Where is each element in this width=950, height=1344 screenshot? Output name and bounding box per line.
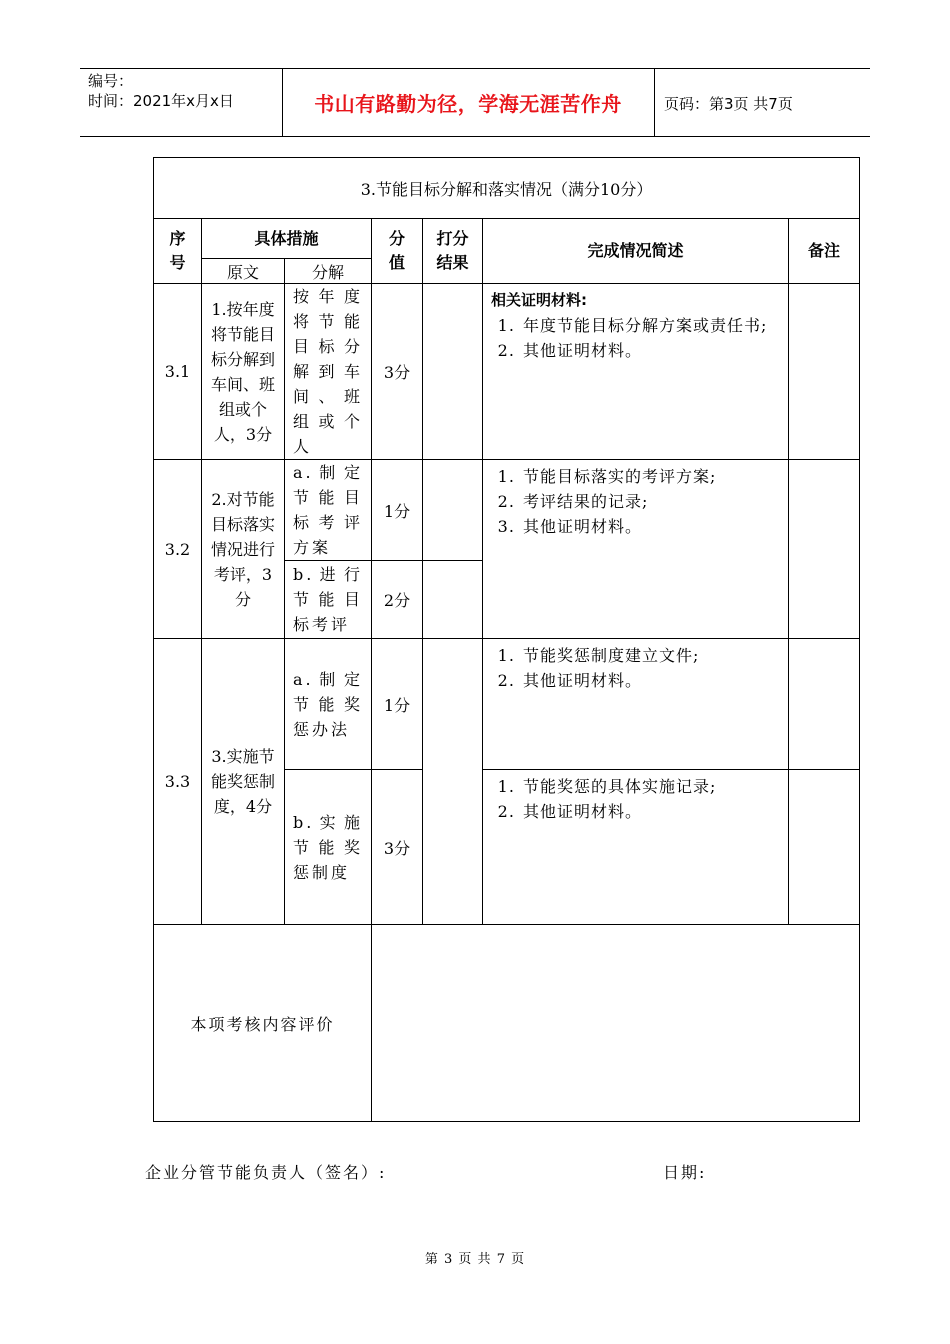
row-original: 2.对节能目标落实情况进行考评，3分 bbox=[202, 460, 285, 639]
document-number-label: 编号： bbox=[88, 72, 134, 90]
header-score: 分值 bbox=[372, 219, 423, 284]
row-result-cell[interactable] bbox=[423, 561, 483, 639]
header-seq: 序号 bbox=[154, 219, 202, 284]
evidence-item: 2. 考评结果的记录; bbox=[521, 489, 780, 514]
row-seq: 3.2 bbox=[154, 460, 202, 639]
evidence-item: 1. 节能奖惩的具体实施记录; bbox=[521, 774, 780, 799]
header-original: 原文 bbox=[202, 259, 285, 284]
evaluation-content-cell[interactable] bbox=[372, 925, 860, 1122]
evidence-list bbox=[491, 774, 780, 824]
row-description bbox=[483, 284, 789, 460]
row-result-cell[interactable] bbox=[423, 284, 483, 460]
evaluation-label: 本项考核内容评价 bbox=[154, 925, 372, 1122]
header-measures: 具体措施 bbox=[202, 219, 372, 259]
row-description bbox=[483, 460, 789, 639]
page-info: 页码：第3页 共7页 bbox=[664, 95, 793, 113]
row-decomposition: 按年度将节能目标分解到车间、班组或个人 bbox=[285, 284, 372, 460]
header-bottom-line bbox=[80, 136, 870, 137]
evidence-item: 2. 其他证明材料。 bbox=[521, 668, 780, 693]
table-row bbox=[154, 460, 860, 561]
evidence-item: 2. 其他证明材料。 bbox=[521, 338, 780, 363]
date-label: 日期: bbox=[663, 1163, 707, 1182]
row-description bbox=[483, 770, 789, 925]
row-result-cell[interactable] bbox=[423, 460, 483, 561]
assessment-table bbox=[153, 157, 860, 1122]
row-seq: 3.1 bbox=[154, 284, 202, 460]
row-score: 2分 bbox=[372, 561, 423, 639]
evidence-item: 1. 年度节能目标分解方案或责任书; bbox=[521, 313, 780, 338]
row-score: 3分 bbox=[372, 284, 423, 460]
evidence-item: 1. 节能目标落实的考评方案; bbox=[521, 464, 780, 489]
evidence-item: 2. 其他证明材料。 bbox=[521, 799, 780, 824]
evidence-item: 3. 其他证明材料。 bbox=[521, 514, 780, 539]
evidence-label: 相关证明材料: bbox=[491, 291, 587, 309]
page-footer: 第 3 页 共 7 页 bbox=[424, 1252, 526, 1267]
row-seq: 3.3 bbox=[154, 639, 202, 925]
header-top-line bbox=[80, 68, 870, 69]
row-score: 1分 bbox=[372, 639, 423, 770]
row-decomposition: b.进行节能目标考评 bbox=[285, 561, 372, 639]
row-description bbox=[483, 639, 789, 770]
row-original: 3.实施节能奖惩制度，4分 bbox=[202, 639, 285, 925]
row-remarks-cell[interactable] bbox=[789, 284, 860, 460]
table-row bbox=[154, 639, 860, 770]
row-remarks-cell[interactable] bbox=[789, 639, 860, 770]
document-time-label: 时间：2021年x月x日 bbox=[88, 92, 234, 110]
row-decomposition: b.实施节能奖惩制度 bbox=[285, 770, 372, 925]
header-divider-right bbox=[654, 68, 655, 136]
row-remarks-cell[interactable] bbox=[789, 460, 860, 639]
header-remarks: 备注 bbox=[789, 219, 860, 284]
signature-label: 企业分管节能负责人（签名）: bbox=[145, 1163, 387, 1182]
table-title: 3.节能目标分解和落实情况（满分10分） bbox=[154, 158, 860, 219]
evidence-list bbox=[491, 313, 780, 363]
row-original: 1.按年度将节能目标分解到车间、班组或个人，3分 bbox=[202, 284, 285, 460]
evidence-list bbox=[491, 464, 780, 539]
evidence-item: 1. 节能奖惩制度建立文件; bbox=[521, 643, 780, 668]
row-decomposition: a.制定节能奖惩办法 bbox=[285, 639, 372, 770]
header-motto: 书山有路勤为径，学海无涯苦作舟 bbox=[314, 92, 622, 116]
evidence-list bbox=[491, 643, 780, 693]
header-description: 完成情况简述 bbox=[483, 219, 789, 284]
header-result: 打分结果 bbox=[423, 219, 483, 284]
evaluation-row bbox=[154, 925, 860, 1122]
row-decomposition: a.制定节能目标考评方案 bbox=[285, 460, 372, 561]
row-remarks-cell[interactable] bbox=[789, 770, 860, 925]
table-row bbox=[154, 284, 860, 460]
row-score: 1分 bbox=[372, 460, 423, 561]
header-decomposition: 分解 bbox=[285, 259, 372, 284]
row-score: 3分 bbox=[372, 770, 423, 925]
row-result-cell[interactable] bbox=[423, 639, 483, 925]
